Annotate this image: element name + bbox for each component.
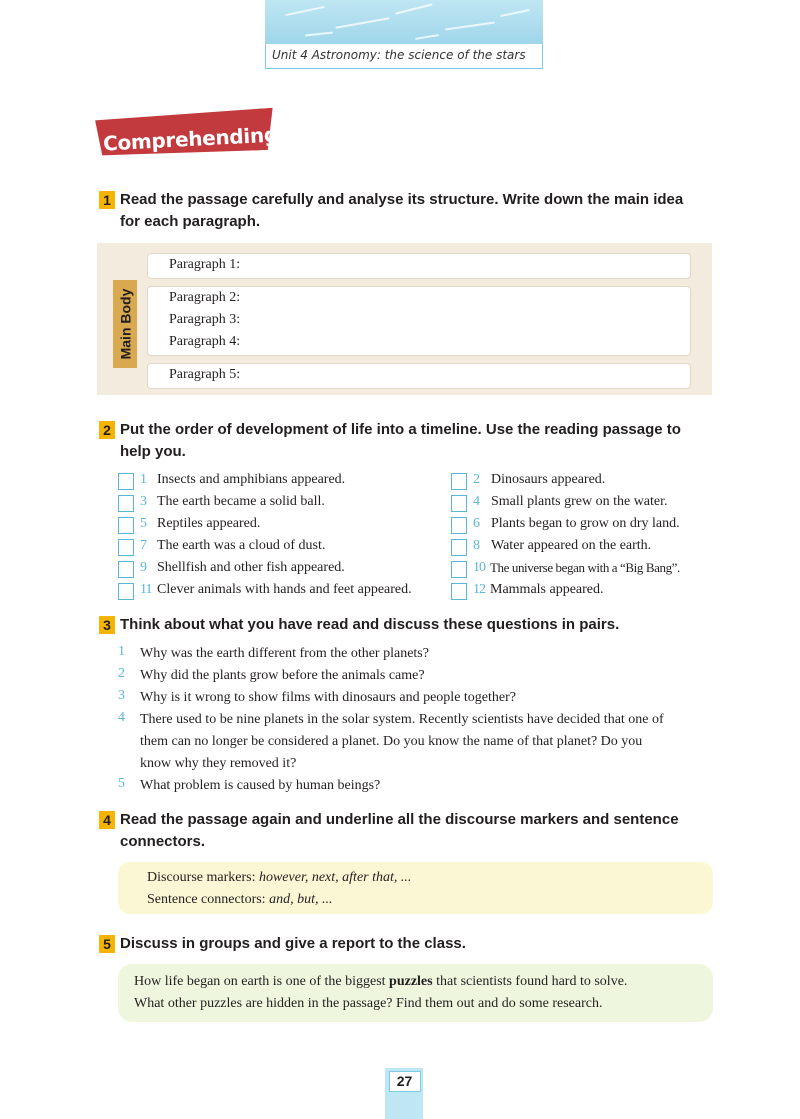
item-number: 8 bbox=[473, 538, 480, 553]
item-number: 9 bbox=[140, 560, 147, 575]
task-instruction: Read the passage carefully and analyse its structure. Write down the main idea for each paragraph. bbox=[120, 191, 684, 230]
discussion-line-1: How life began on earth is one of the biggest puzzles that scientists found hard to solve. bbox=[134, 974, 628, 989]
order-checkbox[interactable] bbox=[451, 473, 467, 490]
timeline-item: Plants began to grow on dry land. bbox=[491, 516, 680, 531]
question-text: Why is it wrong to show films with dinosaurs and people together? bbox=[140, 690, 516, 705]
task-instruction: Put the order of development of life into a timeline. Use the reading passage to help you. bbox=[120, 421, 681, 460]
order-checkbox[interactable] bbox=[118, 517, 134, 534]
paragraph-label: Paragraph 4: bbox=[169, 334, 241, 349]
item-number: 5 bbox=[140, 516, 147, 531]
paragraph-label: Paragraph 5: bbox=[169, 367, 241, 382]
task-instruction: Discuss in groups and give a report to the class. bbox=[120, 935, 466, 952]
question-number: 5 bbox=[118, 776, 125, 791]
timeline-item: Insects and amphibians appeared. bbox=[157, 472, 346, 487]
item-number: 3 bbox=[140, 494, 147, 509]
order-checkbox[interactable] bbox=[451, 561, 467, 578]
question-number: 4 bbox=[118, 710, 125, 725]
timeline-item: The universe began with a “Big Bang”. bbox=[490, 560, 680, 575]
timeline-item: Shellfish and other fish appeared. bbox=[157, 560, 345, 575]
order-checkbox[interactable] bbox=[118, 539, 134, 556]
question-text: What problem is caused by human beings? bbox=[140, 778, 381, 793]
question-number: 1 bbox=[118, 644, 125, 659]
question-text: Why did the plants grow before the animals came? bbox=[140, 668, 425, 683]
item-number: 7 bbox=[140, 538, 147, 553]
paragraph-label: Paragraph 3: bbox=[169, 312, 241, 327]
task-number: 2 bbox=[99, 421, 115, 439]
paragraph-label: Paragraph 1: bbox=[169, 257, 241, 272]
task-number: 1 bbox=[99, 191, 115, 209]
task-instruction: Think about what you have read and discuss these questions in pairs. bbox=[120, 616, 620, 633]
discourse-markers-line: Discourse markers: however, next, after that, ... bbox=[147, 870, 412, 885]
question-number: 2 bbox=[118, 666, 125, 681]
item-number: 1 bbox=[140, 472, 147, 487]
timeline-item: Mammals appeared. bbox=[490, 582, 604, 597]
unit-title: Unit 4 Astronomy: the science of the stars bbox=[272, 48, 526, 62]
item-number: 10 bbox=[473, 560, 485, 575]
task-number: 3 bbox=[99, 616, 115, 634]
timeline-item: Reptiles appeared. bbox=[157, 516, 261, 531]
order-checkbox[interactable] bbox=[118, 561, 134, 578]
task-number: 5 bbox=[99, 935, 115, 953]
task-number: 4 bbox=[99, 811, 115, 829]
order-checkbox[interactable] bbox=[451, 495, 467, 512]
main-body-label: Main Body bbox=[117, 288, 133, 360]
question-text: Why was the earth different from the other planets? bbox=[140, 646, 429, 661]
page-number: 27 bbox=[396, 1073, 413, 1089]
item-number: 12 bbox=[473, 582, 485, 597]
timeline-item: Water appeared on the earth. bbox=[491, 538, 652, 553]
item-number: 4 bbox=[473, 494, 480, 509]
discussion-line-2: What other puzzles are hidden in the passage? Find them out and do some research. bbox=[134, 996, 603, 1011]
section-title: Comprehending bbox=[102, 122, 279, 156]
order-checkbox[interactable] bbox=[451, 539, 467, 556]
timeline-item: The earth was a cloud of dust. bbox=[157, 538, 326, 553]
question-text: There used to be nine planets in the solar system. Recently scientists have decided that one of them can no longer be considered a planet. Do you know the name of that planet? Do you know why they removed it? bbox=[140, 712, 664, 771]
order-checkbox[interactable] bbox=[451, 517, 467, 534]
item-number: 6 bbox=[473, 516, 480, 531]
order-checkbox[interactable] bbox=[118, 495, 134, 512]
order-checkbox[interactable] bbox=[118, 583, 134, 600]
paragraph-label: Paragraph 2: bbox=[169, 290, 241, 305]
order-checkbox[interactable] bbox=[451, 583, 467, 600]
item-number: 11 bbox=[140, 582, 152, 597]
timeline-item: Clever animals with hands and feet appeared. bbox=[157, 582, 412, 597]
header-banner bbox=[265, 0, 543, 44]
sentence-connectors-line: Sentence connectors: and, but, ... bbox=[147, 892, 333, 907]
timeline-item: Dinosaurs appeared. bbox=[491, 472, 606, 487]
question-number: 3 bbox=[118, 688, 125, 703]
item-number: 2 bbox=[473, 472, 480, 487]
timeline-item: Small plants grew on the water. bbox=[491, 494, 668, 509]
timeline-item: The earth became a solid ball. bbox=[157, 494, 325, 509]
order-checkbox[interactable] bbox=[118, 473, 134, 490]
task-instruction: Read the passage again and underline all the discourse markers and sentence connectors. bbox=[120, 811, 679, 850]
